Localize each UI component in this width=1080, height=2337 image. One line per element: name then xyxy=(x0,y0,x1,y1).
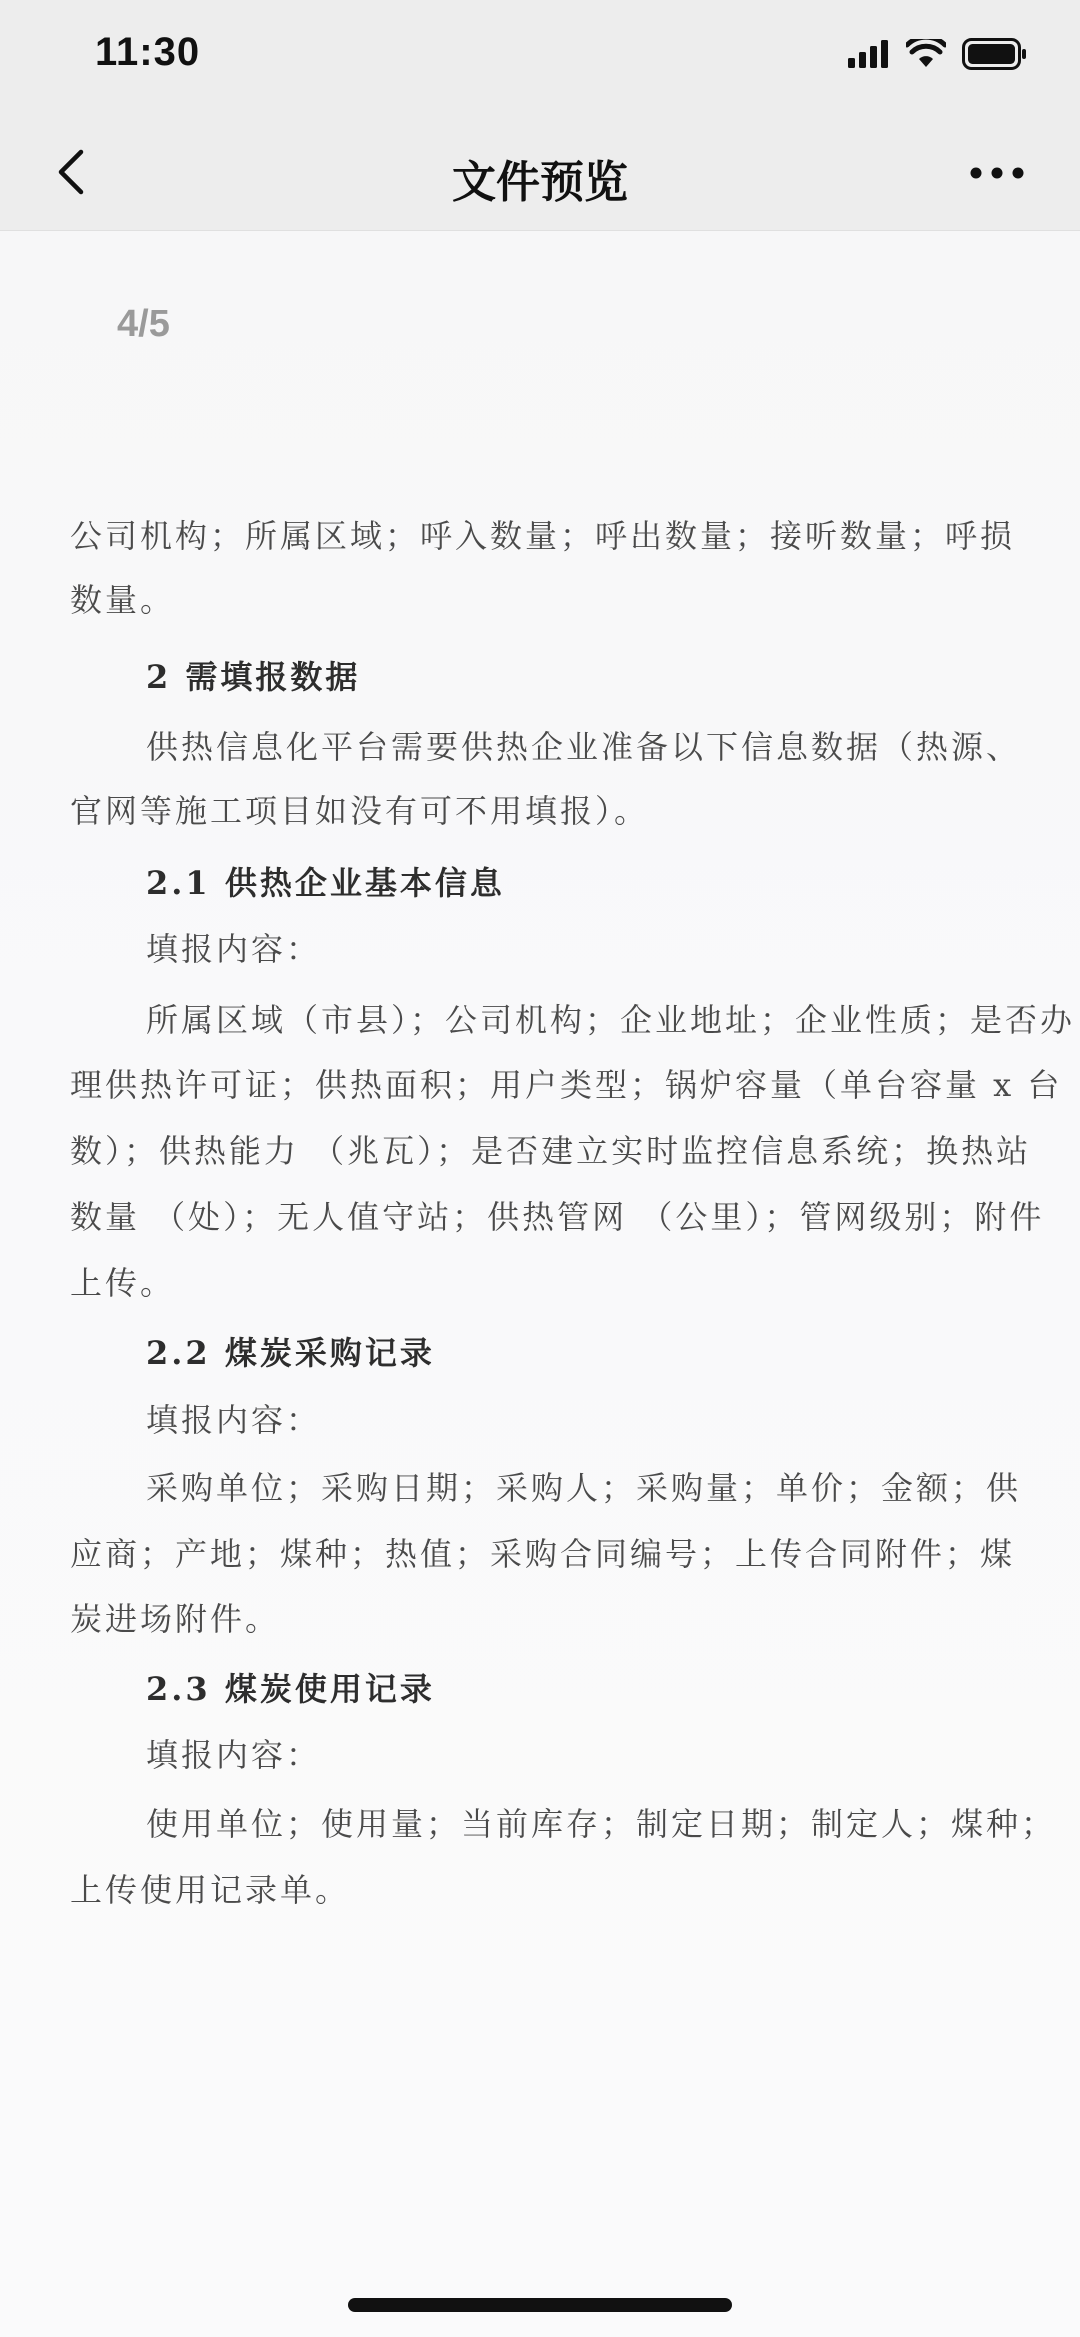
doc-line: 填报内容： xyxy=(146,930,322,968)
doc-line: 上传使用记录单。 xyxy=(70,1871,351,1909)
doc-line: 数）；供热能力 （兆瓦）；是否建立实时监控信息系统；换热站 xyxy=(70,1132,1032,1170)
home-indicator[interactable] xyxy=(348,2298,732,2312)
more-dots-icon xyxy=(962,183,1032,202)
doc-line: 填报内容： xyxy=(146,1736,322,1774)
doc-line: 采购单位；采购日期；采购人；采购量；单价；金额；供 xyxy=(146,1469,1022,1507)
section-heading: 2.2 煤炭采购记录 xyxy=(146,1334,435,1372)
doc-line: 上传。 xyxy=(70,1264,176,1302)
doc-line: 炭进场附件。 xyxy=(70,1600,281,1638)
doc-line: 所属区域（市县）；公司机构；企业地址；企业性质；是否办 xyxy=(146,1001,1076,1039)
battery-icon xyxy=(962,38,1028,74)
doc-line: 数量。 xyxy=(70,581,176,619)
doc-line: 官网等施工项目如没有可不用填报）。 xyxy=(70,792,650,830)
signal-icon xyxy=(848,40,890,72)
doc-line: 数量 （处）；无人值守站；供热管网 （公里）；管网级别；附件 xyxy=(70,1198,1045,1236)
section-heading: 2.3 煤炭使用记录 xyxy=(146,1670,435,1708)
doc-line: 供热信息化平台需要供热企业准备以下信息数据（热源、 xyxy=(146,728,1022,766)
status-bar xyxy=(0,0,1080,120)
page-title: 文件预览 xyxy=(452,157,628,208)
document-viewer[interactable] xyxy=(0,231,1080,2337)
section-heading: 2 需填报数据 xyxy=(146,658,361,696)
nav-bar xyxy=(0,120,1080,231)
doc-line: 公司机构；所属区域；呼入数量；呼出数量；接听数量；呼损 xyxy=(70,517,1016,555)
doc-line: 理供热许可证；供热面积；用户类型；锅炉容量（单台容量 x 台 xyxy=(70,1066,1063,1104)
status-icons xyxy=(848,38,1028,74)
section-heading: 2.1 供热企业基本信息 xyxy=(146,864,505,902)
doc-line: 填报内容： xyxy=(146,1401,322,1439)
doc-line: 应商；产地；煤种；热值；采购合同编号；上传合同附件；煤 xyxy=(70,1535,1016,1573)
page-indicator: 4/5 xyxy=(117,303,170,345)
doc-line: 使用单位；使用量；当前库存；制定日期；制定人；煤种； xyxy=(146,1805,1057,1843)
more-button[interactable] xyxy=(962,148,1032,198)
status-time: 11:30 xyxy=(95,30,201,74)
wifi-icon xyxy=(906,39,946,73)
